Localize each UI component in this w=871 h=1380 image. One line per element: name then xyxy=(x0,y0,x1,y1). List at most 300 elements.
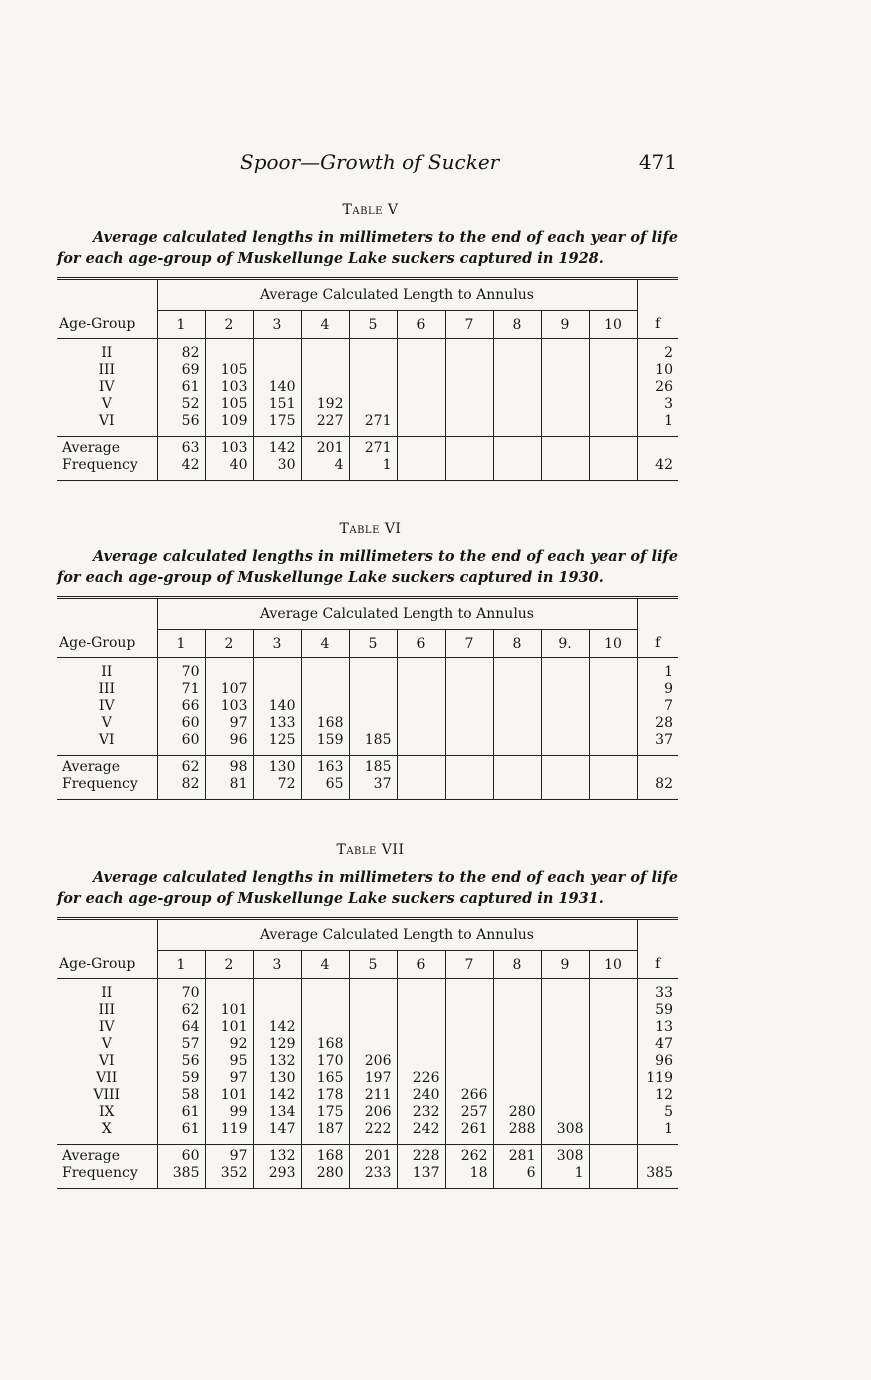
table-cell xyxy=(589,413,637,430)
span-header: Average Calculated Length to Annulus xyxy=(157,598,637,630)
table-cell xyxy=(589,379,637,396)
table-cell xyxy=(397,776,445,793)
table-cell xyxy=(541,1036,589,1053)
table-cell: 58 xyxy=(157,1087,205,1104)
row-label: VI xyxy=(98,1053,115,1069)
table-cell: 42 xyxy=(157,457,205,474)
column-header: 9 xyxy=(541,951,589,979)
table-cell: 97 xyxy=(205,1148,253,1165)
table-cell: 82 xyxy=(157,345,205,362)
row-label: V xyxy=(101,715,112,731)
table-cell: 211 xyxy=(349,1087,397,1104)
table-cell: 257 xyxy=(445,1104,493,1121)
table-cell: 288 xyxy=(493,1121,541,1138)
table-cell: 129 xyxy=(253,1036,301,1053)
table-cell: 96 xyxy=(637,1053,678,1070)
table-cell: 61 xyxy=(157,379,205,396)
table-cell xyxy=(349,1002,397,1019)
row-label: VIII xyxy=(93,1087,121,1103)
table-row xyxy=(57,413,678,430)
table-cell xyxy=(589,698,637,715)
table-cell xyxy=(589,1002,637,1019)
table-row xyxy=(57,1053,678,1070)
table-cell: 10 xyxy=(637,362,678,379)
table-cell: 308 xyxy=(541,1148,589,1165)
running-title: Spoor—Growth of Sucker xyxy=(240,150,500,174)
table-cell: 62 xyxy=(157,1002,205,1019)
table-cell: 40 xyxy=(205,457,253,474)
table-cell xyxy=(397,715,445,732)
table-cell: 96 xyxy=(205,732,253,749)
table-cell xyxy=(397,396,445,413)
table-row xyxy=(57,985,678,1002)
table-cell: 61 xyxy=(157,1121,205,1138)
table-cell: 206 xyxy=(349,1104,397,1121)
table-cell xyxy=(541,413,589,430)
table-cell: 165 xyxy=(301,1070,349,1087)
table-cell xyxy=(493,1087,541,1104)
table-cell xyxy=(589,1087,637,1104)
table-cell: 99 xyxy=(205,1104,253,1121)
summary-row xyxy=(57,457,678,474)
table-cell xyxy=(541,1002,589,1019)
table-cell xyxy=(541,715,589,732)
table-cell: 385 xyxy=(637,1165,678,1182)
table-cell xyxy=(589,1165,637,1182)
table-cell xyxy=(493,732,541,749)
row-label: II xyxy=(101,345,113,361)
table-label: Table VI xyxy=(339,521,402,537)
column-header: 5 xyxy=(349,630,397,658)
row-label: IX xyxy=(99,1104,115,1120)
table-cell xyxy=(445,1036,493,1053)
table-cell xyxy=(541,457,589,474)
table-cell: 293 xyxy=(253,1165,301,1182)
table-cell: 1 xyxy=(637,664,678,681)
table-cell xyxy=(301,379,349,396)
table-cell xyxy=(445,457,493,474)
table-cell xyxy=(397,1002,445,1019)
table-cell: 280 xyxy=(301,1165,349,1182)
table-cell: 9 xyxy=(637,681,678,698)
table-cell xyxy=(397,1036,445,1053)
table-row xyxy=(57,1036,678,1053)
table-caption: Average calculated lengths in millimeters to the end of each year of life for each age-group of Muskellunge Lake suckers captured in 1931. xyxy=(57,869,678,907)
table-cell: 308 xyxy=(541,1121,589,1138)
table-row xyxy=(57,1002,678,1019)
table-cell: 64 xyxy=(157,1019,205,1036)
table-cell xyxy=(637,1148,678,1165)
table-cell: 105 xyxy=(205,396,253,413)
column-header: 8 xyxy=(493,951,541,979)
column-header: 2 xyxy=(205,311,253,339)
table-cell: 280 xyxy=(493,1104,541,1121)
table-cell: 70 xyxy=(157,985,205,1002)
table-cell xyxy=(541,1104,589,1121)
row-label: VII xyxy=(96,1070,118,1086)
table-cell: 4 xyxy=(301,457,349,474)
span-header: Average Calculated Length to Annulus xyxy=(157,279,637,311)
table-cell: 5 xyxy=(637,1104,678,1121)
table-cell xyxy=(493,776,541,793)
table-row xyxy=(57,396,678,413)
table-cell: 228 xyxy=(397,1148,445,1165)
table-cell xyxy=(445,759,493,776)
data-table xyxy=(57,277,678,481)
table-cell: 133 xyxy=(253,715,301,732)
table-cell xyxy=(397,457,445,474)
table-row xyxy=(57,664,678,681)
table-cell: 168 xyxy=(301,1148,349,1165)
table-cell xyxy=(541,732,589,749)
table-cell: 281 xyxy=(493,1148,541,1165)
column-header: 10 xyxy=(589,311,637,339)
column-header: 2 xyxy=(205,630,253,658)
table-cell: 142 xyxy=(253,440,301,457)
table-cell: 140 xyxy=(253,698,301,715)
column-header: 4 xyxy=(301,951,349,979)
row-label: Frequency xyxy=(62,776,138,792)
row-label: Frequency xyxy=(62,1165,138,1181)
table-cell: 175 xyxy=(253,413,301,430)
table-row xyxy=(57,698,678,715)
table-cell xyxy=(493,664,541,681)
table-cell: 105 xyxy=(205,362,253,379)
table-cell xyxy=(589,985,637,1002)
table-cell xyxy=(397,1053,445,1070)
table-cell xyxy=(589,362,637,379)
column-header: Age-Group xyxy=(57,311,157,339)
table-cell xyxy=(253,664,301,681)
table-cell xyxy=(493,440,541,457)
data-table xyxy=(57,596,678,800)
column-header: 1 xyxy=(157,311,205,339)
table-cell xyxy=(493,1070,541,1087)
table-cell xyxy=(541,345,589,362)
column-header: Age-Group xyxy=(57,630,157,658)
table-cell: 42 xyxy=(637,457,678,474)
table-cell: 62 xyxy=(157,759,205,776)
table-cell: 185 xyxy=(349,759,397,776)
table-cell xyxy=(493,698,541,715)
column-header: 6 xyxy=(397,630,445,658)
table-cell: 56 xyxy=(157,1053,205,1070)
row-label: V xyxy=(101,1036,112,1052)
table-cell xyxy=(541,1053,589,1070)
table-cell: 60 xyxy=(157,1148,205,1165)
table-cell xyxy=(493,379,541,396)
table-cell xyxy=(589,759,637,776)
table-cell xyxy=(493,1053,541,1070)
table-cell: 197 xyxy=(349,1070,397,1087)
table-cell xyxy=(493,759,541,776)
table-cell xyxy=(637,440,678,457)
table-cell xyxy=(349,362,397,379)
table-cell: 33 xyxy=(637,985,678,1002)
table-caption: Average calculated lengths in millimeters to the end of each year of life for each age-group of Muskellunge Lake suckers captured in 1930. xyxy=(57,548,678,586)
table-cell: 175 xyxy=(301,1104,349,1121)
row-label: II xyxy=(101,985,113,1001)
table-cell: 240 xyxy=(397,1087,445,1104)
table-cell: 168 xyxy=(301,1036,349,1053)
summary-row xyxy=(57,759,678,776)
row-label: VI xyxy=(98,732,115,748)
table-cell xyxy=(589,457,637,474)
table-cell: 2 xyxy=(637,345,678,362)
table-cell: 262 xyxy=(445,1148,493,1165)
table-cell xyxy=(397,664,445,681)
table-cell: 266 xyxy=(445,1087,493,1104)
table-cell: 1 xyxy=(637,413,678,430)
table-cell: 132 xyxy=(253,1053,301,1070)
table-label: Table VII xyxy=(336,842,405,858)
table-cell xyxy=(445,379,493,396)
table-cell: 65 xyxy=(301,776,349,793)
table-cell: 6 xyxy=(493,1165,541,1182)
table-cell xyxy=(589,345,637,362)
table-cell: 271 xyxy=(349,440,397,457)
table-cell xyxy=(589,1104,637,1121)
table-cell xyxy=(397,345,445,362)
column-header: f xyxy=(637,311,678,339)
table-cell: 60 xyxy=(157,732,205,749)
table-cell: 18 xyxy=(445,1165,493,1182)
table-cell: 206 xyxy=(349,1053,397,1070)
row-label: X xyxy=(101,1121,112,1137)
table-cell: 109 xyxy=(205,413,253,430)
table-cell: 132 xyxy=(253,1148,301,1165)
table-cell xyxy=(589,440,637,457)
table-row xyxy=(57,379,678,396)
column-header: 7 xyxy=(445,951,493,979)
table-cell: 81 xyxy=(205,776,253,793)
table-cell: 137 xyxy=(397,1165,445,1182)
table-cell xyxy=(349,379,397,396)
table-cell: 134 xyxy=(253,1104,301,1121)
table-cell: 98 xyxy=(205,759,253,776)
table-cell xyxy=(541,664,589,681)
table-cell xyxy=(349,715,397,732)
table-cell xyxy=(589,732,637,749)
table-cell: 271 xyxy=(349,413,397,430)
table-row xyxy=(57,732,678,749)
table-cell: 140 xyxy=(253,379,301,396)
table-cell: 12 xyxy=(637,1087,678,1104)
table-cell xyxy=(349,1019,397,1036)
table-cell xyxy=(397,1019,445,1036)
table-cell xyxy=(301,985,349,1002)
table-cell: 201 xyxy=(349,1148,397,1165)
table-cell xyxy=(253,345,301,362)
row-label: IV xyxy=(98,1019,115,1035)
table-cell: 107 xyxy=(205,681,253,698)
table-cell xyxy=(541,1087,589,1104)
table-cell: 72 xyxy=(253,776,301,793)
table-cell xyxy=(589,664,637,681)
table-cell xyxy=(589,396,637,413)
table-cell xyxy=(301,345,349,362)
row-label: Average xyxy=(62,1148,121,1164)
table-cell xyxy=(493,985,541,1002)
row-label: Frequency xyxy=(62,457,138,473)
table-cell: 1 xyxy=(541,1165,589,1182)
table-cell xyxy=(541,379,589,396)
table-cell: 66 xyxy=(157,698,205,715)
table-cell xyxy=(301,681,349,698)
table-cell: 178 xyxy=(301,1087,349,1104)
table-cell xyxy=(589,1148,637,1165)
column-header: 4 xyxy=(301,311,349,339)
table-cell: 159 xyxy=(301,732,349,749)
table-cell xyxy=(445,698,493,715)
table-cell: 37 xyxy=(349,776,397,793)
table-cell xyxy=(589,776,637,793)
table-cell xyxy=(589,1036,637,1053)
table-cell: 147 xyxy=(253,1121,301,1138)
table-cell xyxy=(541,362,589,379)
table-cell: 233 xyxy=(349,1165,397,1182)
table-cell: 352 xyxy=(205,1165,253,1182)
table-row xyxy=(57,362,678,379)
summary-row xyxy=(57,776,678,793)
column-header: 2 xyxy=(205,951,253,979)
table-row xyxy=(57,1019,678,1036)
table-cell xyxy=(493,681,541,698)
table-cell: 82 xyxy=(637,776,678,793)
table-cell xyxy=(493,413,541,430)
span-header: Average Calculated Length to Annulus xyxy=(157,919,637,951)
table-cell: 119 xyxy=(637,1070,678,1087)
table-cell xyxy=(541,776,589,793)
table-cell: 201 xyxy=(301,440,349,457)
table-cell: 59 xyxy=(157,1070,205,1087)
table-cell xyxy=(397,732,445,749)
table-cell: 227 xyxy=(301,413,349,430)
table-cell xyxy=(349,681,397,698)
column-header: Age-Group xyxy=(57,951,157,979)
table-cell: 103 xyxy=(205,440,253,457)
table-cell: 30 xyxy=(253,457,301,474)
table-cell: 97 xyxy=(205,1070,253,1087)
table-cell: 7 xyxy=(637,698,678,715)
table-cell xyxy=(493,1019,541,1036)
table-cell xyxy=(397,413,445,430)
row-label: VI xyxy=(98,413,115,429)
data-table xyxy=(57,917,678,1189)
table-cell xyxy=(445,1002,493,1019)
column-header: 9 xyxy=(541,311,589,339)
table-cell xyxy=(445,681,493,698)
table-cell: 3 xyxy=(637,396,678,413)
table-cell: 130 xyxy=(253,759,301,776)
column-header: 8 xyxy=(493,630,541,658)
table-cell: 185 xyxy=(349,732,397,749)
page-number: 471 xyxy=(638,150,677,174)
table-cell xyxy=(445,776,493,793)
table-cell: 26 xyxy=(637,379,678,396)
table-cell xyxy=(589,1121,637,1138)
table-cell xyxy=(349,1036,397,1053)
table-cell xyxy=(397,698,445,715)
table-cell: 82 xyxy=(157,776,205,793)
table-cell xyxy=(349,345,397,362)
table-cell: 187 xyxy=(301,1121,349,1138)
table-cell xyxy=(541,681,589,698)
table-cell: 60 xyxy=(157,715,205,732)
table-cell: 261 xyxy=(445,1121,493,1138)
table-cell xyxy=(541,396,589,413)
table-cell xyxy=(541,985,589,1002)
table-cell xyxy=(589,1019,637,1036)
table-cell xyxy=(637,759,678,776)
column-header: 7 xyxy=(445,311,493,339)
table-cell: 119 xyxy=(205,1121,253,1138)
column-header: 10 xyxy=(589,951,637,979)
table-cell xyxy=(445,396,493,413)
table-cell: 226 xyxy=(397,1070,445,1087)
table-cell xyxy=(301,1002,349,1019)
table-cell: 103 xyxy=(205,698,253,715)
column-header: 9. xyxy=(541,630,589,658)
table-cell: 61 xyxy=(157,1104,205,1121)
table-cell xyxy=(205,985,253,1002)
table-cell xyxy=(397,681,445,698)
table-cell xyxy=(301,698,349,715)
row-label: Average xyxy=(62,759,121,775)
summary-row xyxy=(57,440,678,457)
table-cell xyxy=(397,362,445,379)
table-cell: 92 xyxy=(205,1036,253,1053)
table-cell xyxy=(397,440,445,457)
column-header: f xyxy=(637,951,678,979)
row-label: III xyxy=(98,362,116,378)
table-cell: 47 xyxy=(637,1036,678,1053)
column-header: 8 xyxy=(493,311,541,339)
table-row xyxy=(57,1104,678,1121)
table-cell xyxy=(493,396,541,413)
table-cell xyxy=(397,379,445,396)
table-cell xyxy=(397,759,445,776)
row-label: IV xyxy=(98,698,115,714)
table-cell xyxy=(349,698,397,715)
column-header: 1 xyxy=(157,951,205,979)
row-label: V xyxy=(101,396,112,412)
table-row xyxy=(57,1070,678,1087)
page-header xyxy=(240,150,680,178)
table-cell xyxy=(589,681,637,698)
table-row xyxy=(57,1087,678,1104)
table-cell: 232 xyxy=(397,1104,445,1121)
table-cell: 130 xyxy=(253,1070,301,1087)
column-header: 6 xyxy=(397,311,445,339)
column-header: 6 xyxy=(397,951,445,979)
table-cell: 1 xyxy=(637,1121,678,1138)
table-cell xyxy=(301,1019,349,1036)
row-label: Average xyxy=(62,440,121,456)
table-cell xyxy=(493,362,541,379)
table-cell: 71 xyxy=(157,681,205,698)
table-cell xyxy=(397,985,445,1002)
table-cell xyxy=(493,715,541,732)
table-cell: 63 xyxy=(157,440,205,457)
table-cell: 142 xyxy=(253,1087,301,1104)
table-cell xyxy=(493,345,541,362)
table-cell: 103 xyxy=(205,379,253,396)
column-header: 3 xyxy=(253,951,301,979)
table-cell: 56 xyxy=(157,413,205,430)
table-cell: 142 xyxy=(253,1019,301,1036)
row-label: III xyxy=(98,1002,116,1018)
